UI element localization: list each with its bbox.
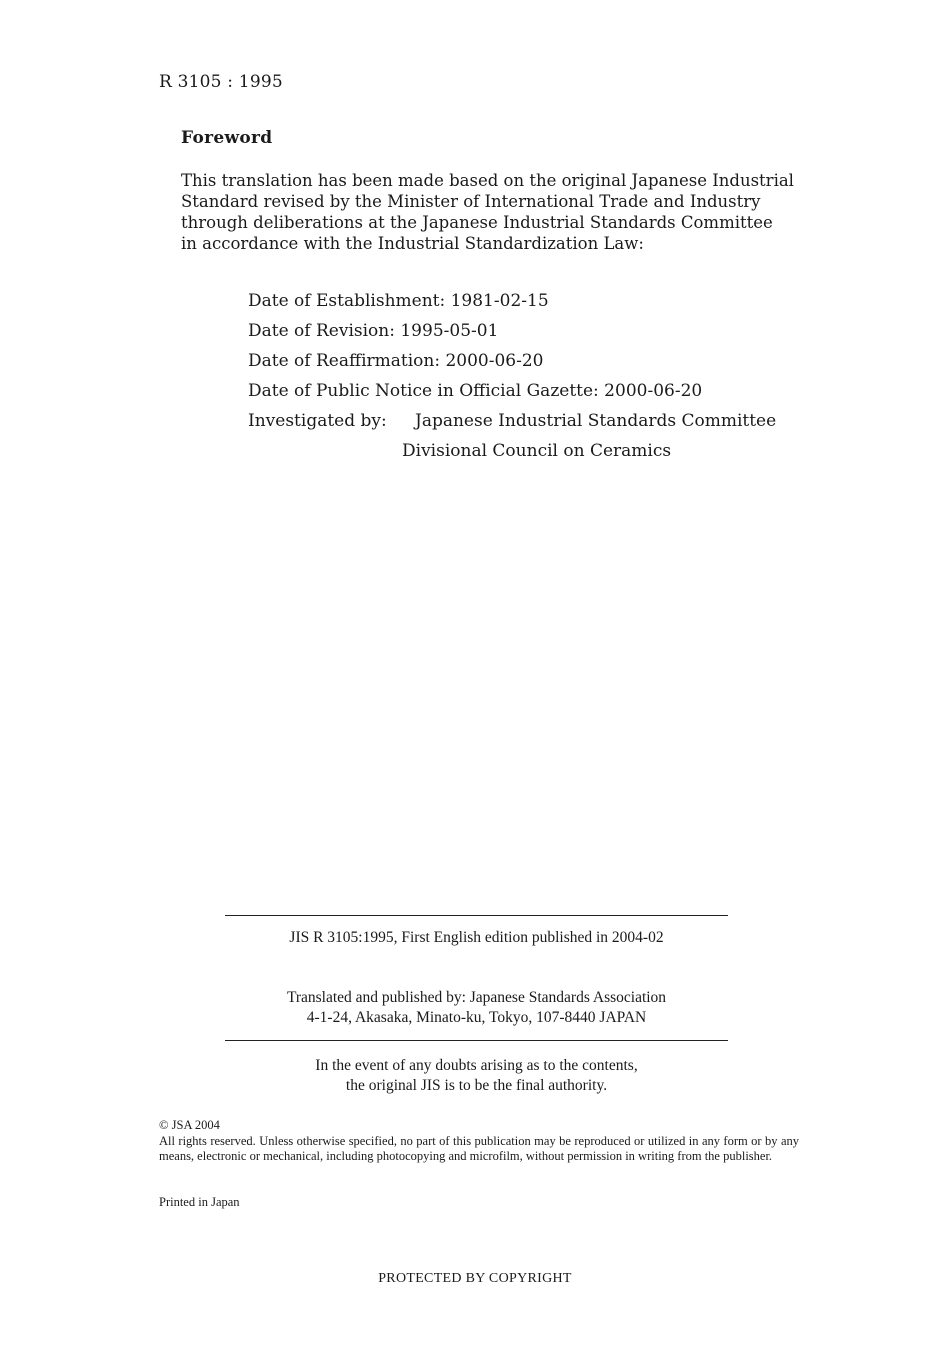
intro-line: in accordance with the Industrial Standardization Law: bbox=[181, 234, 644, 253]
publisher-block bbox=[225, 988, 728, 1028]
investigated-by-council: Divisional Council on Ceramics bbox=[402, 441, 672, 461]
publisher-address: 4-1-24, Akasaka, Minato-ku, Tokyo, 107-8440 JAPAN bbox=[306, 1009, 647, 1026]
investigated-by-label: Investigated by: bbox=[248, 411, 387, 431]
rights-statement: All rights reserved. Unless otherwise specified, no part of this publication may be reproduced or utilized in any form or by any means, electronic or mechanical, including photocopying and microfilm, without permission in writing from the publisher. bbox=[159, 1133, 799, 1163]
protected-footer: PROTECTED BY COPYRIGHT bbox=[378, 1271, 572, 1286]
edition-statement: JIS R 3105:1995, First English edition published in 2004-02 bbox=[289, 929, 664, 946]
copyright-notice: © JSA 2004 bbox=[159, 1118, 220, 1132]
foreword-intro bbox=[181, 170, 801, 254]
publisher-line: Translated and published by: Japanese Standards Association bbox=[286, 989, 667, 1006]
date-of-revision: Date of Revision: 1995-05-01 bbox=[248, 321, 499, 341]
intro-line: This translation has been made based on the original Japanese Industrial bbox=[181, 171, 794, 190]
foreword-heading: Foreword bbox=[181, 128, 273, 148]
date-of-reaffirmation: Date of Reaffirmation: 2000-06-20 bbox=[248, 351, 544, 371]
document-id: R 3105 : 1995 bbox=[159, 72, 283, 92]
copyright-block bbox=[159, 1118, 799, 1165]
authority-line: the original JIS is to be the final authority. bbox=[345, 1077, 608, 1094]
bottom-divider bbox=[225, 1040, 728, 1041]
authority-line: In the event of any doubts arising as to the contents, bbox=[315, 1057, 638, 1074]
intro-line: Standard revised by the Minister of International Trade and Industry bbox=[181, 192, 761, 211]
date-of-public-notice: Date of Public Notice in Official Gazette: 2000-06-20 bbox=[248, 381, 703, 401]
investigated-by-committee: Japanese Industrial Standards Committee bbox=[415, 411, 777, 431]
authority-note bbox=[225, 1056, 728, 1096]
printed-in: Printed in Japan bbox=[159, 1195, 240, 1209]
top-divider bbox=[225, 915, 728, 916]
date-of-establishment: Date of Establishment: 1981-02-15 bbox=[248, 291, 549, 311]
intro-line: through deliberations at the Japanese Industrial Standards Committee bbox=[181, 213, 773, 232]
